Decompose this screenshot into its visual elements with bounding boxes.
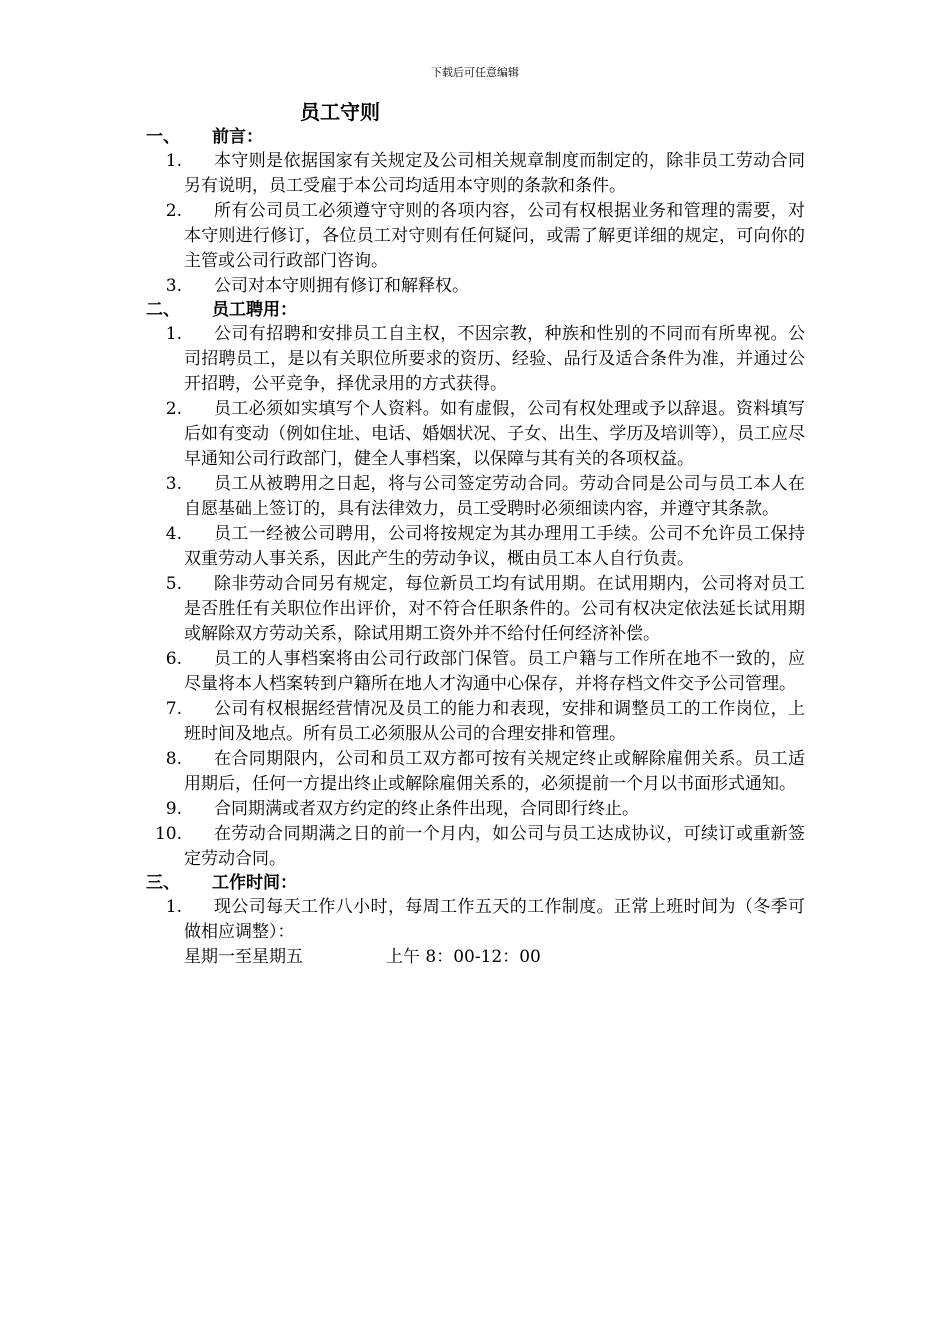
section-number: 二、: [146, 300, 180, 320]
item-number: 1.: [165, 324, 182, 344]
item-number: 5.: [165, 574, 182, 594]
list-item: [146, 647, 826, 697]
list-item: [146, 697, 826, 747]
item-text: 公司对本守则拥有修订和解释权。: [214, 276, 469, 296]
list-item: [146, 747, 826, 797]
item-text: 在合同期限内，公司和员工双方都可按有关规定终止或解除雇佣关系。员工适用期后，任何一方提出终止或解除雇佣关系的，必须提前一个月以书面形式通知。: [184, 749, 805, 794]
section-heading-working-hours: [146, 872, 826, 895]
item-text: 员工必须如实填写个人资料。如有虚假，公司有权处理或予以辞退。资料填写后如有变动（例如住址、电话、婚姻状况、子女、出生、学历及培训等），员工应尽早通知公司行政部门，健全人事档案，以保障与其有关的各项权益。: [184, 399, 805, 469]
list-item: [146, 199, 826, 274]
list-item: [146, 522, 826, 572]
item-text: 除非劳动合同另有规定，每位新员工均有试用期。在试用期内，公司将对员工是否胜任有关职位作出评价，对不符合任职条件的。公司有权决定依法延长试用期或解除双方劳动关系，除试用期工资外并不给付任何经济补偿。: [184, 574, 805, 644]
item-text: 员工一经被公司聘用，公司将按规定为其办理用工手续。公司不允许员工保持双重劳动人事关系，因此产生的劳动争议，概由员工本人自行负责。: [184, 524, 805, 569]
document-title: 员工守则: [300, 100, 380, 124]
item-number: 1.: [165, 897, 182, 917]
item-text: 公司有权根据经营情况及员工的能力和表现，安排和调整员工的工作岗位，上班时间及地点。所有员工必须服从公司的合理安排和管理。: [184, 699, 805, 744]
item-number: 4.: [165, 524, 182, 544]
list-item: [146, 274, 826, 299]
item-number: 3.: [165, 474, 182, 494]
item-text: 合同期满或者双方约定的终止条件出现，合同即行终止。: [214, 799, 639, 819]
page-header-note: 下载后可任意编辑: [431, 66, 519, 79]
list-item: [146, 797, 826, 822]
item-text: 公司有招聘和安排员工自主权，不因宗教，种族和性别的不同而有所卑视。公司招聘员工，是以有关职位所要求的资历、经验、品行及适合条件为准，并通过公开招聘，公平竞争，择优录用的方式获得。: [184, 324, 805, 394]
list-item: [146, 472, 826, 522]
list-item: [146, 572, 826, 647]
section-title: 工作时间：: [212, 873, 297, 893]
item-text: 现公司每天工作八小时，每周工作五天的工作制度。正常上班时间为（冬季可做相应调整）：: [184, 897, 805, 942]
item-number: 2.: [165, 399, 182, 419]
list-item: [146, 822, 826, 872]
item-number: 1.: [165, 151, 182, 171]
list-item: [146, 895, 826, 945]
list-item: [146, 149, 826, 199]
schedule-time: 上午 8：00-12：00: [386, 947, 541, 967]
work-schedule-line: [184, 945, 826, 970]
list-item: [146, 397, 826, 472]
section-heading-employment: [146, 299, 826, 322]
section-heading-preface: [146, 126, 826, 149]
item-text: 员工的人事档案将由公司行政部门保管。员工户籍与工作所在地不一致的，应尽量将本人档案转到户籍所在地人才沟通中心保存，并将存档文件交予公司管理。: [184, 649, 805, 694]
item-number: 7.: [165, 699, 182, 719]
section-number: 三、: [146, 873, 180, 893]
item-number: 3.: [165, 276, 182, 296]
list-item: [146, 322, 826, 397]
document-body: [146, 126, 826, 970]
item-text: 本守则是依据国家有关规定及公司相关规章制度而制定的，除非员工劳动合同另有说明，员工受雇于本公司均适用本守则的条款和条件。: [184, 151, 805, 196]
section-number: 一、: [146, 127, 180, 147]
item-number: 2.: [165, 201, 182, 221]
item-text: 员工从被聘用之日起，将与公司签定劳动合同。劳动合同是公司与员工本人在自愿基础上签订的，具有法律效力，员工受聘时必须细读内容，并遵守其条款。: [184, 474, 805, 519]
item-number: 8.: [165, 749, 182, 769]
section-title: 前言：: [212, 127, 263, 147]
item-number: 9.: [165, 799, 182, 819]
item-text: 在劳动合同期满之日的前一个月内，如公司与员工达成协议，可续订或重新签定劳动合同。: [184, 824, 805, 869]
item-text: 所有公司员工必须遵守守则的各项内容，公司有权根据业务和管理的需要，对本守则进行修订，各位员工对守则有任何疑问，或需了解更详细的规定，可向你的主管或公司行政部门咨询。: [184, 201, 805, 271]
section-title: 员工聘用：: [212, 300, 297, 320]
item-number: 6.: [165, 649, 182, 669]
schedule-days: 星期一至星期五: [184, 947, 303, 967]
item-number: 10.: [154, 824, 182, 844]
